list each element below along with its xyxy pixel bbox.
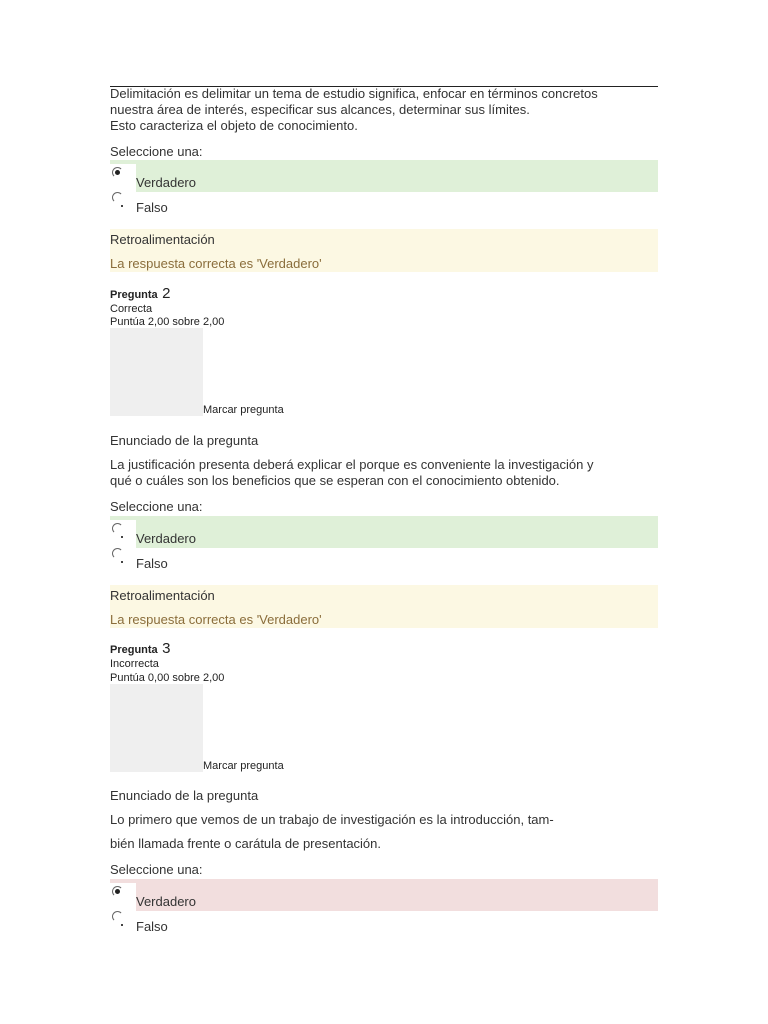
q3-radio-false-box: [110, 908, 136, 936]
q2-statement-title: Enunciado de la pregunta: [110, 433, 259, 448]
q2-flag-area: [110, 328, 203, 416]
q3-status: Incorrecta: [110, 658, 159, 670]
q2-select-label: Seleccione una:: [110, 499, 203, 514]
radio-checked-icon[interactable]: [112, 167, 123, 178]
q3-statement-title: Enunciado de la pregunta: [110, 788, 259, 803]
q2-option-false-label: Falso: [136, 556, 168, 571]
q2-text-line-2: qué o cuáles son los beneficios que se esperan con el conocimiento obtenido.: [110, 473, 560, 488]
q1-feedback-answer: La respuesta correcta es 'Verdadero': [110, 256, 322, 271]
radio-unchecked-icon[interactable]: [112, 523, 123, 534]
radio-checked-icon[interactable]: [112, 886, 123, 897]
q3-score: Puntúa 0,00 sobre 2,00: [110, 672, 225, 684]
q1-feedback: [110, 229, 658, 272]
q3-text-line-2: bién llamada frente o carátula de presentación.: [110, 836, 382, 851]
q3-select-label: Seleccione una:: [110, 862, 203, 877]
q2-option-false[interactable]: [110, 541, 658, 573]
q2-header: [110, 285, 170, 303]
radio-unchecked-icon[interactable]: [112, 911, 123, 922]
q2-flag-link[interactable]: Marcar pregunta: [203, 404, 284, 416]
radio-unchecked-icon[interactable]: [112, 548, 123, 559]
q1-text-line-3: Esto caracteriza el objeto de conocimiento.: [110, 118, 358, 133]
q2-number: 2: [162, 285, 171, 302]
q2-status: Correcta: [110, 303, 153, 315]
q2-feedback-title: Retroalimentación: [110, 588, 215, 603]
q1-option-false-label: Falso: [136, 200, 168, 215]
q2-score: Puntúa 2,00 sobre 2,00: [110, 316, 225, 328]
q1-text-line-2: nuestra área de interés, especificar sus alcances, determinar sus límites.: [110, 102, 530, 117]
q2-feedback-answer: La respuesta correcta es 'Verdadero': [110, 612, 322, 627]
q3-flag-area: [110, 684, 203, 772]
q2-option-true-label: Verdadero: [136, 531, 196, 546]
q3-option-true-label: Verdadero: [136, 894, 196, 909]
q3-option-false[interactable]: [110, 904, 658, 936]
q2-feedback: [110, 585, 658, 628]
q3-option-false-label: Falso: [136, 919, 168, 934]
q2-text-line-1: La justificación presenta deberá explicar el porque es conveniente la investigación y: [110, 457, 594, 472]
q2-radio-false-box: [110, 545, 136, 573]
q2-label: Pregunta: [110, 289, 158, 301]
q1-select-label: Seleccione una:: [110, 144, 203, 159]
q3-flag-link[interactable]: Marcar pregunta: [203, 760, 284, 772]
q3-label: Pregunta: [110, 644, 158, 656]
q1-text-line-1: Delimitación es delimitar un tema de estudio significa, enfocar en términos concretos: [110, 86, 598, 101]
radio-unchecked-icon[interactable]: [112, 192, 123, 203]
q3-text-line-1: Lo primero que vemos de un trabajo de investigación es la introducción, tam-: [110, 812, 554, 827]
q3-header: [110, 640, 170, 658]
q1-feedback-title: Retroalimentación: [110, 232, 215, 247]
q1-option-true-label: Verdadero: [136, 175, 196, 190]
q1-radio-false-box: [110, 189, 136, 217]
q3-number: 3: [162, 640, 171, 657]
q1-option-false[interactable]: [110, 185, 658, 217]
